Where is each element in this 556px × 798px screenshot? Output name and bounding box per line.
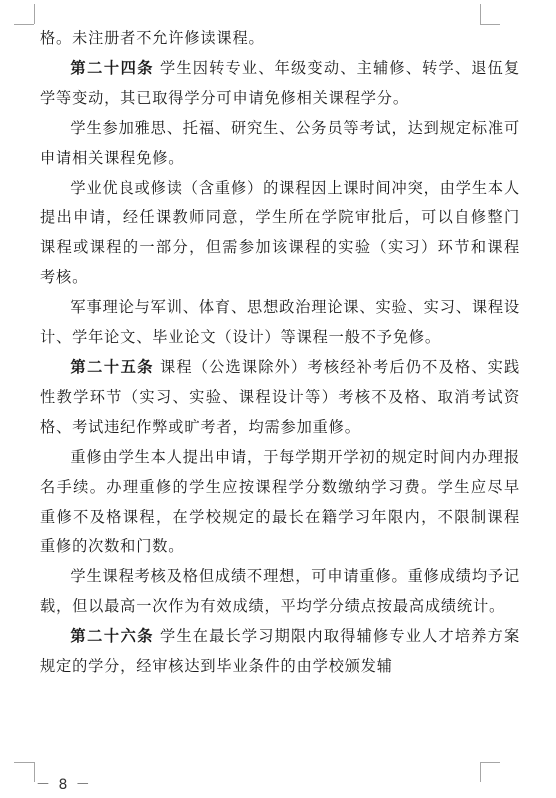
paragraph-text: 学生课程考核及格但成绩不理想，可申请重修。重修成绩均予记载，但以最高一次作为有效成绩，平均学分绩点按最高成绩统计。 <box>40 567 520 616</box>
document-body <box>40 24 520 682</box>
paragraph <box>40 54 520 114</box>
paragraph-text: 学生因转专业、年级变动、主辅修、转学、退伍复学等变动，其已取得学分可申请免修相关课程学分。 <box>40 58 520 107</box>
paragraph <box>40 293 520 353</box>
article-number: 第二十五条 <box>70 357 155 376</box>
crop-mark-bottom-right-horizontal <box>480 762 500 763</box>
crop-mark-top-left-horizontal <box>14 24 34 25</box>
paragraph <box>40 24 520 54</box>
paragraph-text: 学业优良或修读（含重修）的课程因上课时间冲突，由学生本人提出申请，经任课教师同意，学生所在学院审批后，可以自修整门课程或课程的一部分，但需参加该课程的实验（实习）环节和课程考核。 <box>40 178 520 287</box>
crop-mark-top-left-vertical <box>34 4 35 24</box>
paragraph <box>40 353 520 443</box>
paragraph <box>40 114 520 174</box>
paragraph-text: 格。未注册者不允许修读课程。 <box>40 29 265 47</box>
page-number: － 8 － <box>36 777 92 793</box>
paragraph-text: 学生在最长学习期限内取得辅修专业人才培养方案规定的学分，经审核达到毕业条件的由学校颁发辅 <box>40 627 520 676</box>
paragraph <box>40 562 520 622</box>
crop-mark-bottom-left-horizontal <box>14 762 34 763</box>
article-number: 第二十四条 <box>70 58 155 77</box>
crop-mark-top-right-vertical <box>480 4 481 24</box>
paragraph-text: 课程（公选课除外）考核经补考后仍不及格、实践性教学环节（实习、实验、课程设计等）考核不及格、取消考试资格、考试违纪作弊或旷考者，均需参加重修。 <box>40 357 520 436</box>
crop-mark-bottom-right-vertical <box>480 762 481 782</box>
paragraph <box>40 174 520 294</box>
article-number: 第二十六条 <box>70 627 155 646</box>
crop-mark-bottom-left-vertical <box>34 762 35 782</box>
paragraph <box>40 622 520 682</box>
paragraph-text: 军事理论与军训、体育、思想政治理论课、实验、实习、课程设计、学年论文、毕业论文（设计）等课程一般不予免修。 <box>40 298 520 347</box>
paragraph-text: 学生参加雅思、托福、研究生、公务员等考试，达到规定标准可申请相关课程免修。 <box>40 118 520 167</box>
paragraph <box>40 443 520 563</box>
paragraph-text: 重修由学生本人提出申请，于每学期开学初的规定时间内办理报名手续。办理重修的学生应按课程学分数缴纳学习费。学生应尽早重修不及格课程，在学校规定的最长在籍学习年限内，不限制课程重修的次数和门数。 <box>40 447 520 556</box>
